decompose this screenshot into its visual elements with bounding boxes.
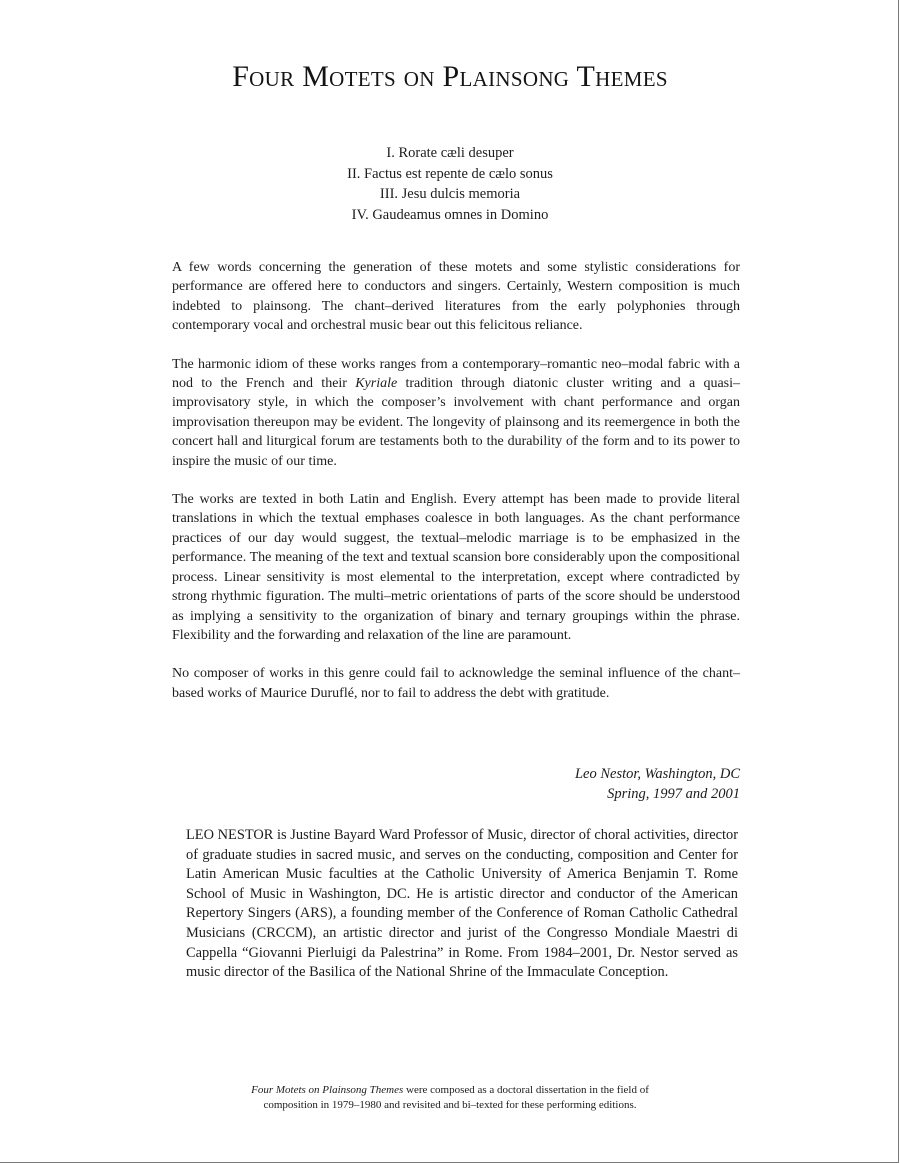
composer-notes: [172, 258, 740, 722]
page-title: Four Motets on Plainsong Themes: [232, 60, 668, 93]
movement-item: II. Factus est repente de cælo sonus: [347, 165, 553, 182]
footnote-line-2: composition in 1979–1980 and revisited and bi–texted for these performing editions.: [263, 1099, 637, 1111]
footnote: [0, 1083, 900, 1113]
movement-item: III. Jesu dulcis memoria: [379, 186, 521, 202]
movement-item: IV. Gaudeamus omnes in Domino: [351, 206, 549, 223]
signature-dates: Spring, 1997 and 2001: [607, 786, 740, 802]
paragraph-intro: A few words concerning the generation of these motets and some stylistic considerations for performance are offered here to conductors and singers. Certainly, Western composition is much indebted to plainsong. The chant–derived literatures from the early polyphonies through contemporary vocal and orchestral music bear out this felicitous reliance.: [172, 260, 740, 334]
movement-list: [0, 143, 900, 225]
paragraph-texting: The works are texted in both Latin and English. Every attempt has been made to provide literal translations in which the textual emphases coalesce in both languages. As the chant performance practices of our day would suggest, the textual–melodic marriage is to be emphasized in the performance. The meaning of the text and textual scansion bore considerably upon the compositional process. Linear sensitivity is most elemental to the interpretation, except where contradicted by strong rhythmic figuration. The multi–metric orientations of parts of the score should be understood as implying a sensitivity to the organization of binary and ternary groupings within the phrase. Flexibility and the forwarding and relaxation of the line are paramount.: [172, 492, 740, 643]
paragraph-harmonic-idiom-start: The harmonic idiom of these works ranges from a contemporary–romantic neo–modal fabric with a nod to the French and their: [172, 356, 740, 392]
paragraph-acknowledgment: No composer of works in this genre could fail to acknowledge the seminal influence of the chant–based works of Maurice Duruflé, nor to fail to address the debt with gratitude.: [172, 666, 740, 701]
paragraph-harmonic-idiom: [172, 355, 740, 471]
kyriale-term: Kyriale: [355, 376, 398, 392]
signature-author-place: Leo Nestor, Washington, DC: [574, 766, 740, 782]
movement-item: I. Rorate cæli desuper: [386, 145, 514, 161]
composer-biography: LEO NESTOR is Justine Bayard Ward Professor of Music, director of choral activities, director of graduate studies in sacred music, and serves on the conducting, composition and Center for Latin American Music faculties at the Catholic University of America Benjamin T. Rome School of Music in Washington, DC. He is artistic director and conductor of the American Repertory Singers (ARS), a founding member of the Conference of Roman Catholic Cathedral Musicians (CRCCM), an artistic director and jurist of the Congresso Mondiale Maestri di Cappella “Giovanni Pierluigi da Palestrina” in Rome. From 1984–2001, Dr. Nestor served as music director of the Basilica of the National Shrine of the Immaculate Conception.: [186, 827, 738, 981]
footnote-line-1: [0, 1083, 900, 1098]
paragraph-harmonic-idiom-end: tradition through diatonic cluster writing and a quasi–improvisatory style, in which the composer’s involvement with chant performance and organ improvisation thereupon may be evident. The longevity of plainsong and its reemergence in both the concert hall and liturgical forum are testaments both to the durability of the form and to its power to inspire the music of our time.: [172, 376, 740, 469]
footnote-line-1-text: were composed as a doctoral dissertation in the field of: [403, 1084, 649, 1096]
footnote-work-title: Four Motets on Plainsong Themes: [251, 1084, 404, 1096]
signature-block: [575, 764, 740, 804]
